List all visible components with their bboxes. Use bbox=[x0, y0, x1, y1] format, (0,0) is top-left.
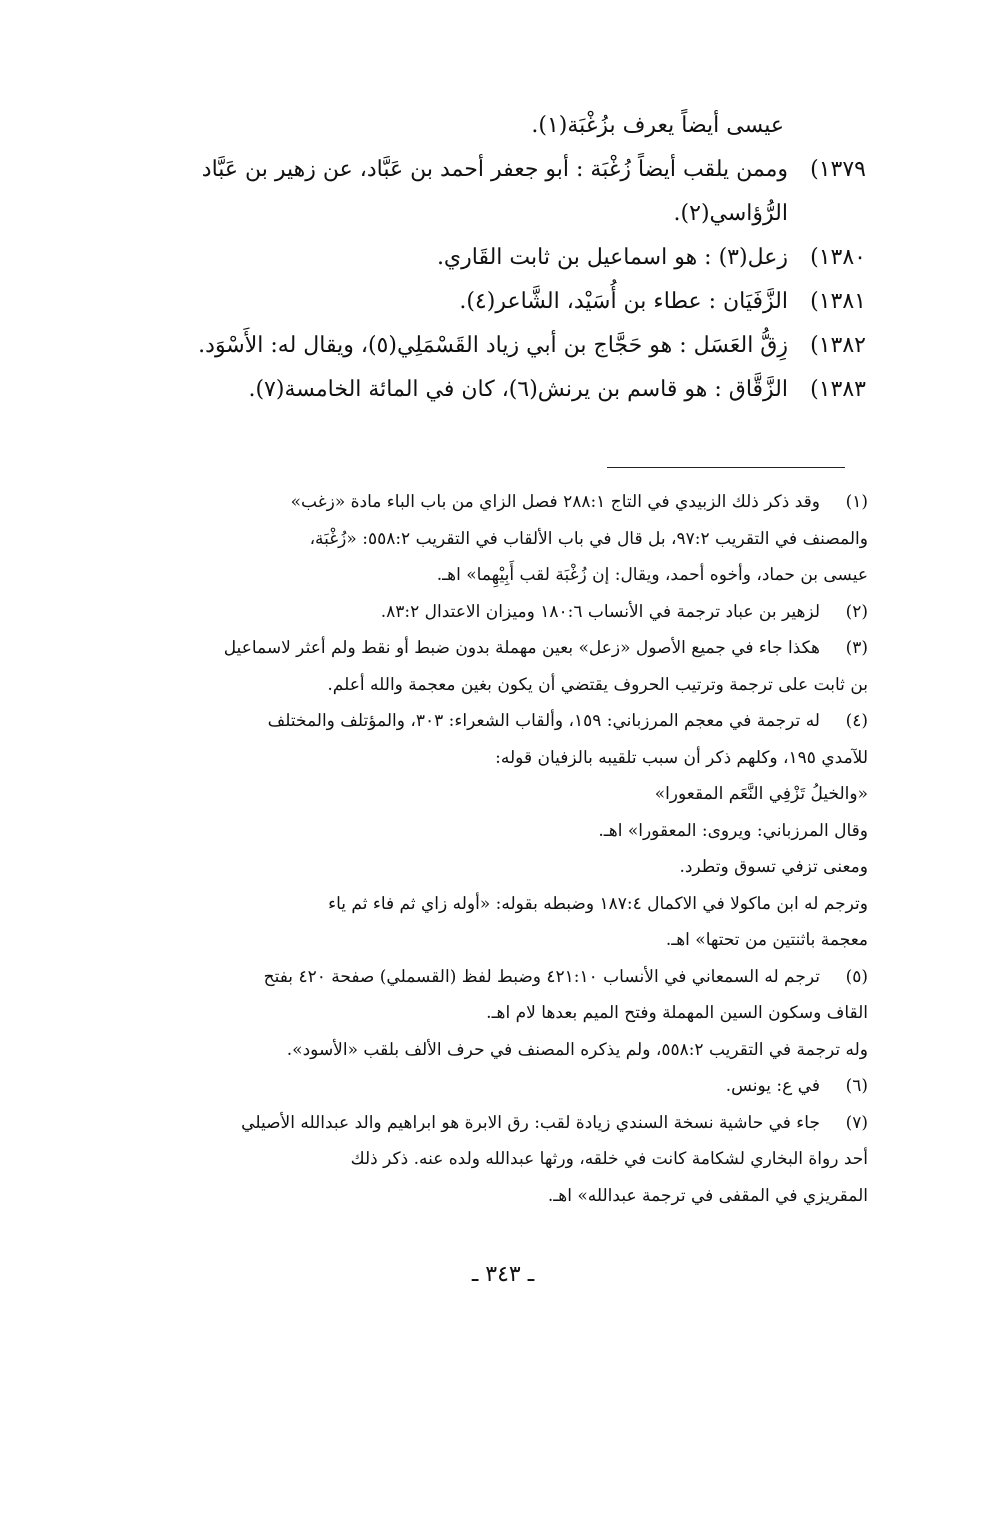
footnote-line: عيسى بن حماد، وأخوه أحمد، ويقال: إن زُغْبَة لقب أَبِيْهِما» اهـ. bbox=[436, 565, 868, 585]
footnote-line: جاء في حاشية نسخة السندي زيادة لقب: رق الابرة هو ابراهيم والد عبدالله الأصيلي bbox=[241, 1112, 820, 1133]
page-number: ـ ٣٤٣ ـ bbox=[471, 1262, 535, 1287]
entry-continuation: عيسى أيضاً يعرف بزُغْبَة(١). bbox=[531, 113, 784, 138]
entry-number: ١٣٨٢) bbox=[810, 333, 866, 358]
footnote-1 bbox=[136, 484, 868, 594]
main-entries bbox=[126, 104, 866, 412]
footnote-line: بن ثابت على ترجمة وترتيب الحروف يقتضي أن يكون بغين معجمة والله أعلم. bbox=[327, 674, 868, 695]
footnote-line: في ع: يونس. bbox=[725, 1076, 820, 1096]
footnote-number: (٢) bbox=[845, 601, 868, 622]
entry-text: زعل(٣) : هو اسماعيل بن ثابت القَاري. bbox=[436, 245, 788, 270]
footnote-line: القاف وسكون السين المهملة وفتح الميم بعدها لام اهـ. bbox=[486, 1003, 868, 1023]
footnote-line: وله ترجمة في التقريب ٥٥٨:٢، ولم يذكره المصنف في حرف الألف بلقب «الأسود». bbox=[286, 1039, 868, 1060]
footnote-line: هكذا جاء في جميع الأصول «زعل» بعين مهملة بدون ضبط أو نقط ولم أعثر لاسماعيل bbox=[223, 638, 820, 658]
footnote-line: معجمة باثنتين من تحتها» اهـ. bbox=[665, 930, 868, 950]
entry-number: ١٣٧٩) bbox=[810, 157, 866, 182]
entry-number: ١٣٨١) bbox=[810, 289, 866, 314]
footnote-divider bbox=[607, 467, 845, 468]
entry-1383 bbox=[126, 368, 866, 412]
footnote-number: (٧) bbox=[845, 1112, 868, 1133]
footnote-verse: «والخيلُ تَزْفِي النَّعَم المقعورا» bbox=[654, 784, 868, 804]
footnote-line: ترجم له السمعاني في الأنساب ٤٢١:١٠ وضبط لفظ (القسملي) صفحة ٤٢٠ بفتح bbox=[263, 966, 820, 987]
footnote-line: وقد ذكر ذلك الزبيدي في التاج ٢٨٨:١ فصل الزاي من باب الباء مادة «زغب» bbox=[290, 492, 820, 512]
footnote-line: لزهير بن عباد ترجمة في الأنساب ١٨٠:٦ وميزان الاعتدال ٨٣:٢. bbox=[380, 601, 820, 622]
entry-text: وممن يلقب أيضاً زُغْبَة : أبو جعفر أحمد بن عَبَّاد، عن زهير بن عَبَّاد bbox=[201, 157, 788, 182]
entry-text: زِقُّ العَسَل : هو حَجَّاج بن أبي زياد القَسْمَلِي(٥)، ويقال له: الأَسْوَد. bbox=[198, 333, 788, 358]
footnote-6 bbox=[136, 1068, 868, 1105]
footnote-7 bbox=[136, 1105, 868, 1215]
footnote-line: وترجم له ابن ماكولا في الاكمال ١٨٧:٤ وضبطه بقوله: «أوله زاي ثم فاء ثم ياء bbox=[328, 893, 868, 914]
footnote-5 bbox=[136, 959, 868, 1069]
footnote-line: المقريزي في المقفى في ترجمة عبدالله» اهـ. bbox=[547, 1185, 868, 1206]
footnotes bbox=[136, 484, 868, 1214]
footnote-number: (١) bbox=[845, 492, 868, 512]
entry-text: الزَّفَيَان : عطاء بن أُسَيْد، الشَّاعر(٤). bbox=[459, 289, 788, 314]
footnote-4 bbox=[136, 703, 868, 959]
entry-1380 bbox=[126, 236, 866, 280]
entry-text: الزَّقَّاق : هو قاسم بن يرنش(٦)، كان في المائة الخامسة(٧). bbox=[248, 377, 788, 402]
entry-1382 bbox=[126, 324, 866, 368]
footnote-number: (٥) bbox=[845, 966, 868, 987]
entry-number: ١٣٨٠) bbox=[810, 245, 866, 270]
entry-1379 bbox=[126, 148, 866, 236]
entry-text-continued: الرُّؤاسي(٢). bbox=[673, 201, 788, 226]
footnote-line: أحد رواة البخاري لشكامة كانت في خلقه، ورثها عبدالله ولده عنه. ذكر ذلك bbox=[350, 1149, 868, 1169]
footnote-3 bbox=[136, 630, 868, 703]
footnote-line: ومعنى تزفي تسوق وتطرد. bbox=[679, 857, 868, 877]
footnote-2 bbox=[136, 594, 868, 631]
footnote-number: (٤) bbox=[845, 711, 868, 731]
entry-1381 bbox=[126, 280, 866, 324]
footnote-number: (٦) bbox=[845, 1076, 868, 1096]
footnote-line: والمصنف في التقريب ٩٧:٢، بل قال في باب الألقاب في التقريب ٥٥٨:٢: «زُغْبَة، bbox=[309, 528, 868, 549]
footnote-line: له ترجمة في معجم المرزباني: ١٥٩، وألقاب الشعراء: ٣٠٣، والمؤتلف والمختلف bbox=[267, 711, 820, 731]
footnote-line: للآمدي ١٩٥، وكلهم ذكر أن سبب تلقيبه بالزفيان قوله: bbox=[495, 747, 868, 768]
footnote-line: وقال المرزباني: ويروى: المعقورا» اهـ. bbox=[598, 820, 868, 841]
entry-number: ١٣٨٣) bbox=[810, 377, 866, 402]
footnote-number: (٣) bbox=[845, 638, 868, 658]
